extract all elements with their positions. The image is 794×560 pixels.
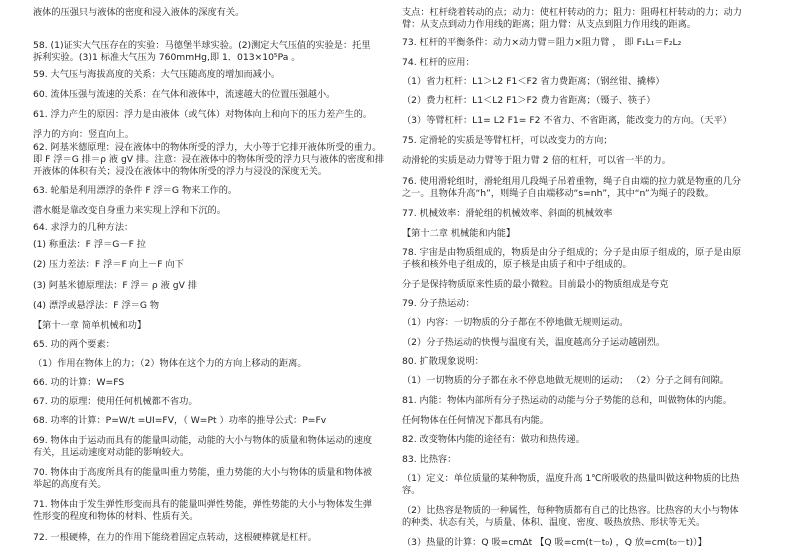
- paragraph-line: 液体的压强只与液体的密度和浸入液体的深度有关。: [33, 7, 245, 18]
- paragraph-line: 64. 求浮力的几种方法：: [33, 222, 134, 233]
- paragraph-line: 83. 比热容：: [402, 454, 457, 465]
- paragraph-line: 臂：从支点到动力作用线的距离；阻力臂：从支点到阻力作用线的距离。: [402, 19, 696, 30]
- paragraph-line: (2) 压力差法：F 浮＝F 向上－F 向下: [33, 259, 184, 270]
- paragraph-line: （3）等臂杠杆：L1= L2 F1= F2 不省力、不省距离，能改变力的方向。（天平）: [402, 115, 732, 126]
- paragraph-line: 浮力的方向：竖直向上。: [33, 129, 135, 140]
- paragraph-line: 之一。且物体升高“h”，则绳子自由端移动“s=nh”，其中“n”为绳子的段数。: [402, 188, 714, 199]
- paragraph-line: 潜水艇是靠改变自身重力来实现上浮和下沉的。: [33, 205, 226, 216]
- paragraph-line: (1) 称重法：F 浮＝G－F 拉: [33, 239, 146, 250]
- paragraph-line: 子核和核外电子组成的，原子核是由质子和中子组成的。: [402, 259, 632, 270]
- paragraph-line: 拆利实验。(3)1 标准大气压为 760mmHg,即 1．013×10⁵Pa 。: [33, 52, 301, 63]
- paragraph-line: （1）一切物质的分子都在永不停息地做无规则的运动； （2）分子之间有间隙。: [402, 375, 729, 386]
- paragraph-line: 动滑轮的实质是动力臂等于阻力臂 2 倍的杠杆，可以省一半的力。: [402, 155, 671, 166]
- paragraph-line: 支点：杠杆绕着转动的点；动力：使杠杆转动的力；阻力：阻碍杠杆转动的力；动力: [402, 7, 742, 18]
- paragraph-line: 62. 阿基米德原理：浸在液体中的物体所受的浮力，大小等于它排开液体所受的重力。: [33, 142, 382, 153]
- paragraph-line: （1）内容：一切物质的分子都在不停地做无规则运动。: [402, 317, 629, 328]
- paragraph-line: 性形变的程度和物体的材料、性质有关。: [33, 511, 199, 522]
- paragraph-line: 举起的高度有关。: [33, 479, 107, 490]
- paragraph-line: （1）作用在物体上的力；（2）物体在这个力的方向上移动的距离。: [33, 358, 307, 369]
- paragraph-line: (4) 漂浮或悬浮法：F 浮＝G 物: [33, 300, 160, 311]
- paragraph-line: （2）费力杠杆：L1＜L2 F1＞F2 费力省距离；（镊子、筷子）: [402, 95, 656, 106]
- paragraph-line: 66. 功的计算：W=FS: [33, 377, 125, 388]
- paragraph-line: （2）比热容是物质的一种属性，每种物质都有自己的比热容。比热容的大小与物体: [402, 505, 739, 516]
- paragraph-line: 76. 使用滑轮组时，滑轮组用几段绳子吊着重物，绳子自由端的拉力就是物重的几分: [402, 176, 742, 187]
- chapter-heading: 【第十二章 机械能和内能】: [402, 228, 516, 239]
- paragraph-line: 的种类、状态有关，与质量、体积、温度、密度、吸热放热、形状等无关。: [402, 517, 706, 528]
- paragraph-line: 74. 杠杆的应用：: [402, 57, 475, 68]
- left-column: [33, 0, 391, 560]
- paragraph-line: （1）省力杠杆：L1＞L2 F1＜F2 省力费距离；（钢丝钳、撬棒）: [402, 76, 665, 87]
- paragraph-line: 61. 浮力产生的原因：浮力是由液体（或气体）对物体向上和向下的压力差产生的。: [33, 109, 373, 120]
- paragraph-line: 67. 功的原理：使用任何机械都不省功。: [33, 396, 198, 407]
- paragraph-line: 即 F 浮＝G 排＝ρ 液 gV 排。注意：浸在液体中的物体所受的浮力只与液体的密度和排: [33, 154, 385, 165]
- paragraph-line: 75. 定滑轮的实质是等臂杠杆，可以改变力的方向；: [402, 135, 613, 146]
- paragraph-line: 70. 物体由于高度所具有的能量叫重力势能，重力势能的大小与物体的质量和物体被: [33, 467, 373, 478]
- paragraph-line: 60. 流体压强与流速的关系：在气体和液体中，流速越大的位置压强越小。: [33, 89, 336, 100]
- paragraph-line: (3) 阿基米德原理法：F 浮＝ ρ 液 gV 排: [33, 280, 198, 291]
- paragraph-line: （2）分子热运动的快慢与温度有关，温度越高分子运动越剧烈。: [402, 337, 666, 348]
- paragraph-line: 59. 大气压与海拔高度的关系：大气压随高度的增加而减小。: [33, 69, 281, 80]
- right-column: [402, 0, 764, 560]
- paragraph-line: 72. 一根硬棒，在力的作用下能绕着固定点转动，这根硬棒就是杠杆。: [33, 532, 317, 543]
- paragraph-line: （3）热量的计算：Q 吸=cmΔt 【Q 吸=cm(t－t₀) ，Q 放=cm(t₀－t)）】: [402, 537, 707, 548]
- paragraph-line: 68. 功率的计算：P=W/t =UI=FV，（ W=Pt ）功率的推导公式：P=Fv: [33, 415, 327, 426]
- paragraph-line: 有关，且运动速度对动能的影响较大。: [33, 447, 190, 458]
- paragraph-line: 78. 宇宙是由物质组成的，物质是由分子组成的；分子是由原子组成的，原子是由原: [402, 247, 742, 258]
- paragraph-line: （1）定义：单位质量的某种物质，温度升高 1℃所吸收的热量叫做这种物质的比热: [402, 473, 740, 484]
- paragraph-line: 65. 功的两个要素：: [33, 339, 115, 350]
- paragraph-line: 77. 机械效率：滑轮组的机械效率、斜面的机械效率: [402, 208, 613, 219]
- paragraph-line: 开液体的体积有关；浸没在液体中的物体所受的浮力与浸没的深度无关。: [33, 166, 327, 177]
- paragraph-line: 79. 分子热运动：: [402, 298, 475, 309]
- paragraph-line: 63. 轮船是利用漂浮的条件 F 浮＝G 物来工作的。: [33, 185, 238, 196]
- paragraph-line: 80. 扩散现象说明：: [402, 356, 484, 367]
- paragraph-line: 73. 杠杆的平衡条件：动力×动力臂＝阻力×阻力臂 ， 即 F₁L₁＝F₂L₂: [402, 37, 682, 48]
- paragraph-line: 分子是保持物质原来性质的最小微粒。目前最小的物质组成是夸克: [402, 279, 669, 290]
- chapter-heading: 【第十一章 简单机械和功】: [33, 320, 147, 331]
- paragraph-line: 81. 内能：物体内部所有分子热运动的动能与分子势能的总和，叫做物体的内能。: [402, 395, 732, 406]
- paragraph-line: 任何物体在任何情况下都具有内能。: [402, 415, 549, 426]
- paragraph-line: 82. 改变物体内能的途径有：做功和热传递。: [402, 434, 585, 445]
- paragraph-line: 容。: [402, 485, 421, 496]
- paragraph-line: 71. 物体由于发生弹性形变而具有的能量叫弹性势能，弹性势能的大小与物体发生弹: [33, 499, 373, 510]
- paragraph-line: 58. (1)证实大气压存在的实验：马德堡半球实验。(2)测定大气压值的实验是：托里: [33, 40, 371, 51]
- paragraph-line: 69. 物体由于运动而具有的能量叫动能，动能的大小与物体的质量和物体运动的速度: [33, 435, 373, 446]
